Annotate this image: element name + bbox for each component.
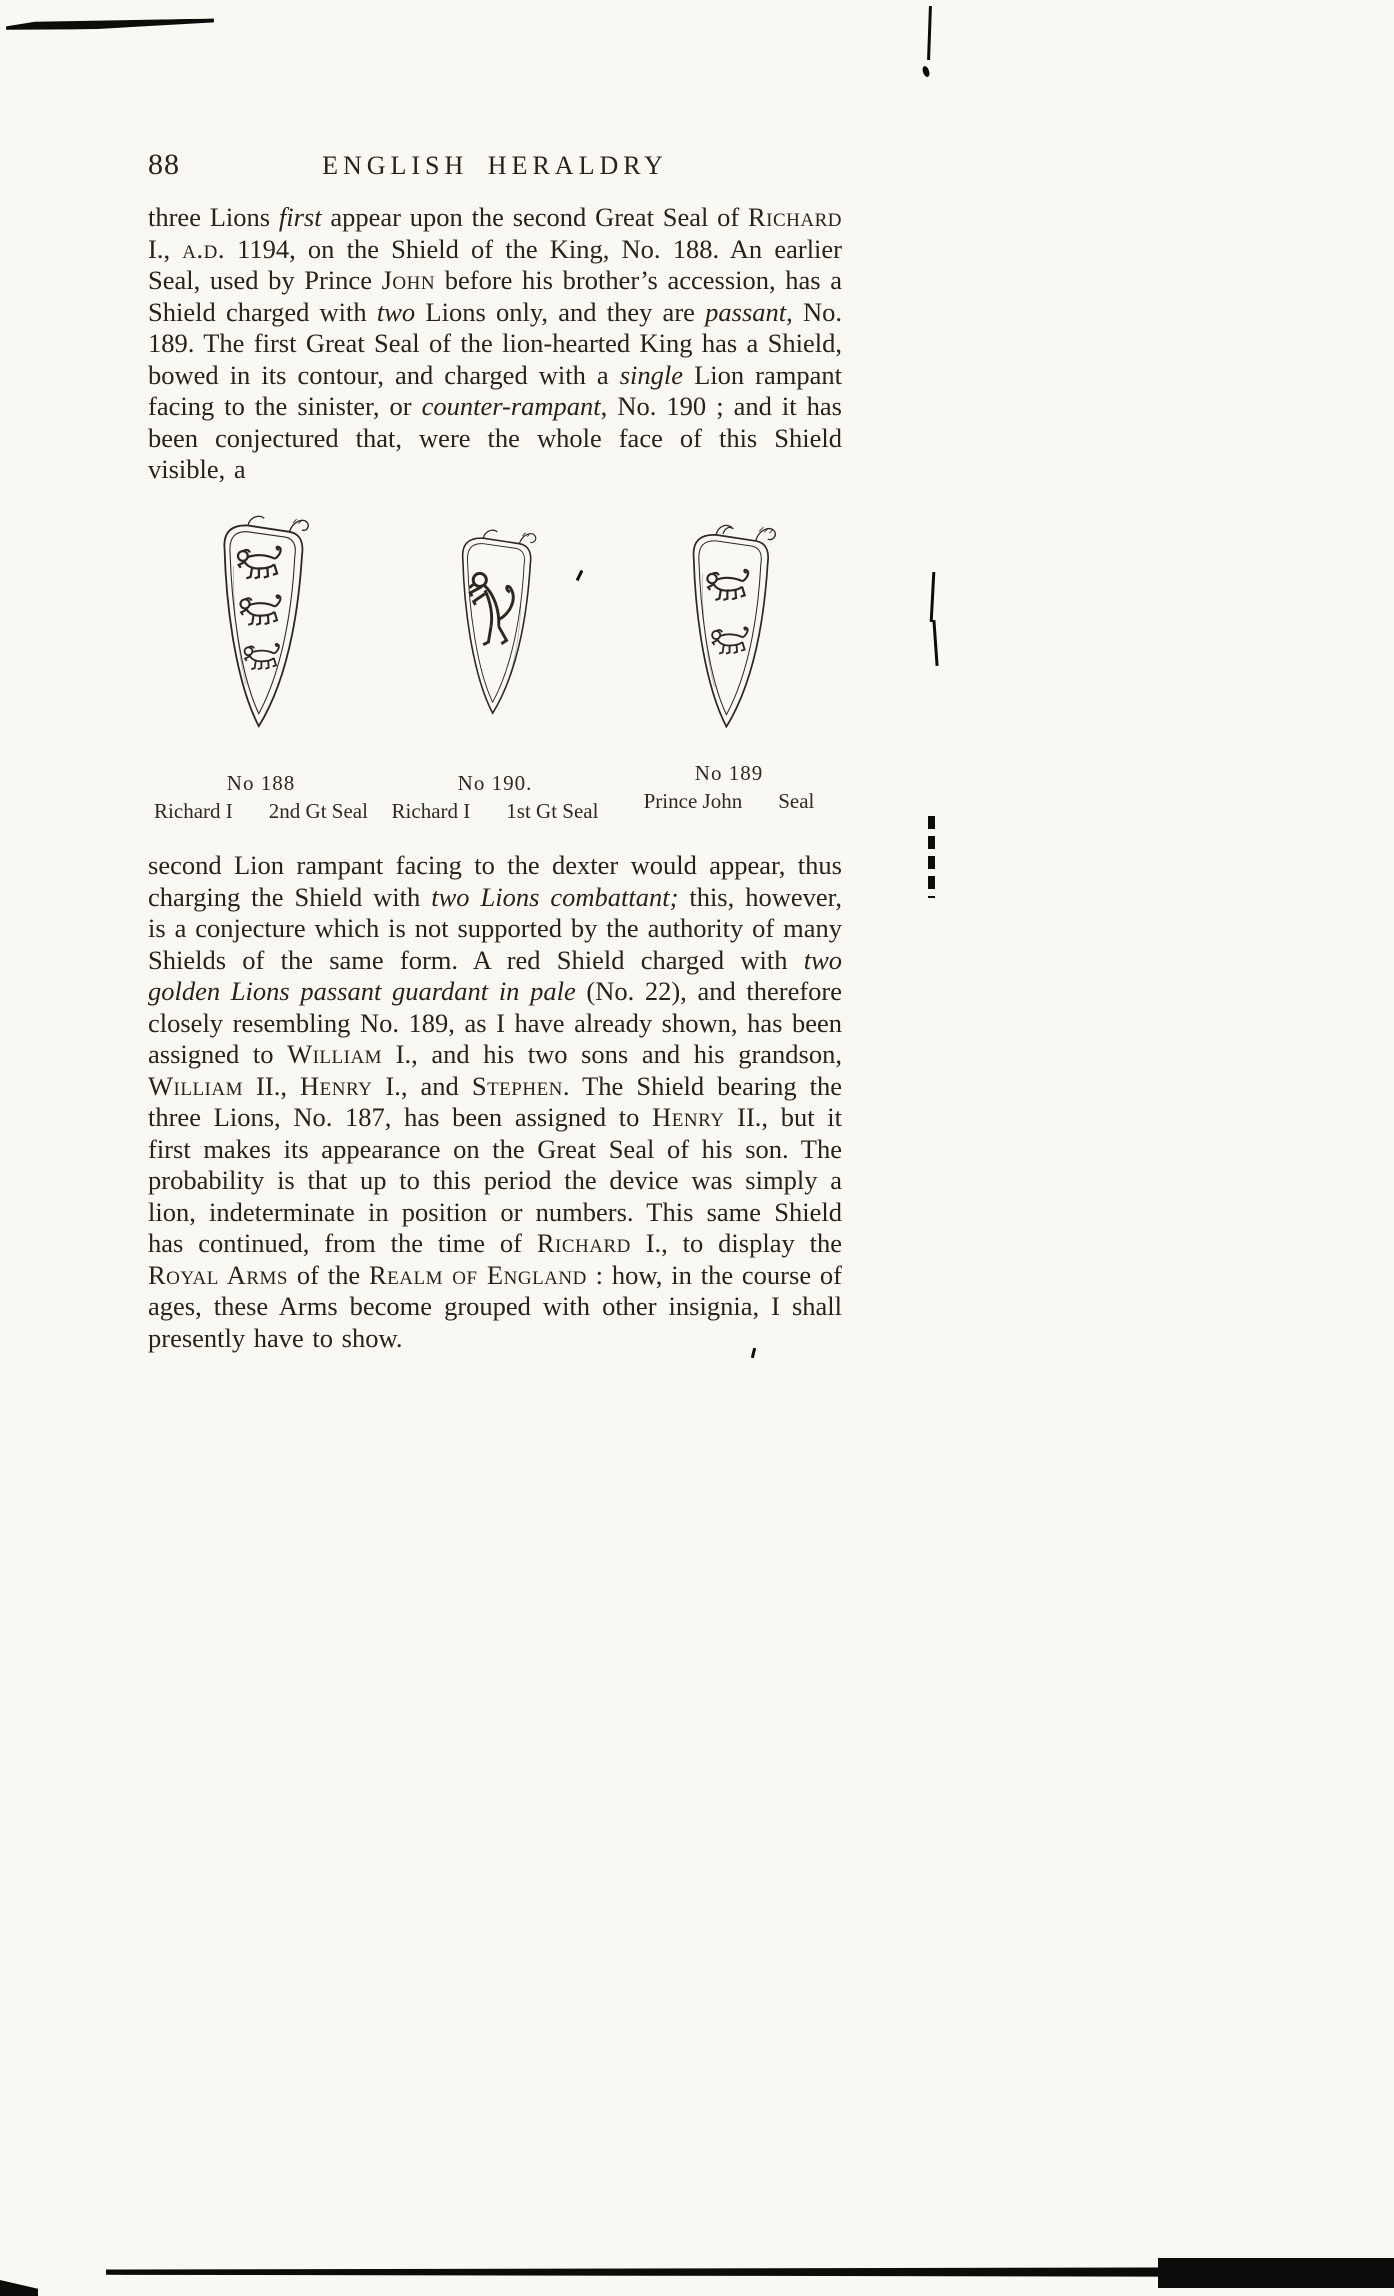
scan-artifact-right-edge	[932, 620, 938, 666]
figure-caption-name: Richard I	[154, 799, 233, 823]
page-header-row	[148, 148, 842, 188]
figure-number: No 189	[694, 761, 764, 785]
figure-number: No 190.	[457, 771, 533, 795]
scan-artifact-bottom-left	[0, 2280, 38, 2296]
shield-single-lion-rampant-icon	[444, 512, 546, 737]
figure-caption-name: Richard I	[391, 799, 471, 823]
figure-caption-desc: 1st Gt Seal	[506, 799, 599, 823]
paragraph-2: second Lion rampant facing to the dexter would appear, thus charging the Shield with two Lions combattant; this, however, is a conjecture which is not supported by the authority of many Shields of the same form. A red Shield charged with two golden Lions passant guardant in pale (No. 22), and therefore closely resembling No. 189, as I have already shown, has been assigned to William I., and his two sons and his grandson, William II., Henry I., and Stephen. The Shield bearing the three Lions, No. 187, has been assigned to Henry II., but it first makes its appearance on the Great Seal of his son. The probability is that up to this period the device was simply a lion, indeterminate in position or numbers. This same Shield has continued, from the time of Richard I., to display the Royal Arms of the Realm of England : how, in the course of ages, these Arms become grouped with other insignia, I shall presently have to show.	[148, 850, 843, 1353]
scan-artifact-top-left	[6, 19, 214, 31]
paragraph-1: three Lions first appear upon the second Great Seal of Richard I., a.d. 1194, on the Shield of the King, No. 188. An earlier Seal, used by Prince John before his brother’s accession, has a Shield charged with two Lions only, and they are passant, No. 189. The first Great Seal of the lion-hearted King has a Shield, bowed in its contour, and charged with a single Lion rampant facing to the sinister, or counter-rampant, No. 190 ; and it has been conjectured that, were the whole face of this Shield visible, a	[148, 202, 843, 484]
page-number: 88	[148, 148, 180, 181]
scan-artifact-right-edge	[930, 572, 936, 622]
figure-caption	[154, 737, 368, 824]
scan-artifact-top-right	[927, 6, 932, 60]
shield-three-lions-passant-icon	[203, 512, 320, 737]
scan-artifact-right-edge	[928, 816, 935, 898]
scan-artifact-bottom-right	[1158, 2258, 1394, 2288]
figure-caption-desc: 2nd Gt Seal	[268, 799, 368, 823]
figure-caption-name: Prince John	[643, 789, 743, 813]
figure-caption-desc: Seal	[778, 789, 815, 813]
figure-caption	[392, 737, 599, 824]
figure-prince-john-seal	[616, 512, 842, 814]
figure-row-seals	[148, 512, 842, 824]
figure-richard-2nd-seal	[148, 512, 374, 824]
shield-two-lions-passant-icon	[673, 522, 785, 737]
figure-number: No 188	[226, 771, 296, 795]
scan-artifact-top-right-dot	[921, 65, 930, 77]
figure-caption	[644, 737, 815, 814]
figure-richard-1st-seal	[382, 512, 608, 824]
text-column	[148, 148, 842, 1381]
running-head: ENGLISH HERALDRY	[322, 151, 668, 180]
